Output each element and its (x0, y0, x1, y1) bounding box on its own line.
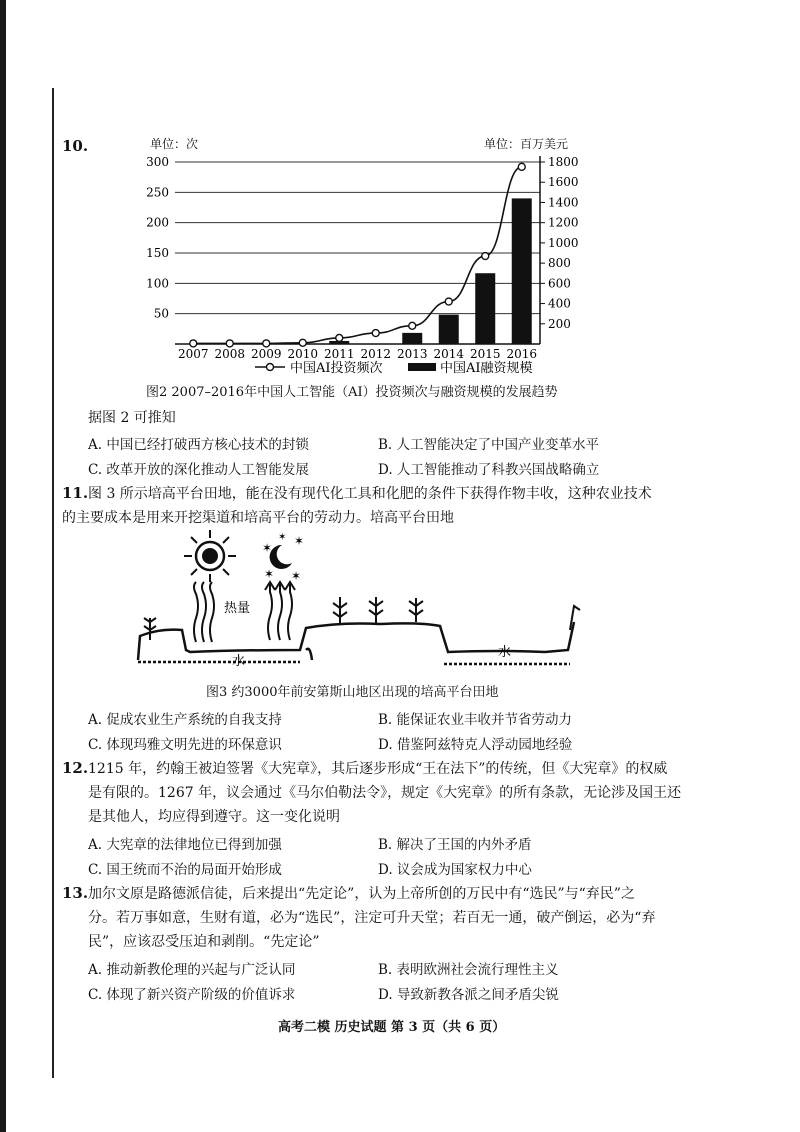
question-12-stem-line-1: 1215 年，约翰王被迫签署《大宪章》，其后逐步形成“王在法下”的传统，但《大宪章》的权威 (88, 761, 668, 777)
y-left-tick-label: 150 (146, 246, 169, 260)
svg-text:✶: ✶ (278, 532, 287, 543)
y-right-tick-label: 800 (548, 256, 571, 271)
y-left-tick-label: 200 (146, 215, 169, 230)
y-left-tick-label: 250 (146, 185, 169, 200)
water-label-right: 水 (498, 645, 512, 660)
y-right-tick-label: 1000 (548, 235, 579, 250)
water-label-left: 水 (232, 654, 246, 669)
question-12-number: 12. (62, 759, 89, 777)
chart-left-unit: 单位：次 (150, 137, 199, 151)
legend-frequency-label: 中国AI投资频次 (290, 361, 383, 376)
y-right-tick-label: 1200 (548, 215, 579, 230)
question-10-option-c[interactable]: C. 改革开放的深化推动人工智能发展 (88, 462, 309, 478)
question-13-option-c[interactable]: C. 体现了新兴资产阶级的价值诉求 (88, 987, 296, 1003)
y-right-tick-label: 400 (548, 296, 571, 311)
x-tick-label: 2013 (396, 347, 428, 361)
heat-label: 热量 (224, 601, 251, 616)
page-footer: 高考二模 历史试题 第 3 页（共 6 页） (278, 1020, 506, 1035)
chart-right-unit: 单位：百万美元 (484, 137, 569, 151)
y-right-tick-label: 200 (548, 316, 571, 331)
figure-2-caption: 图2 2007–2016年中国人工智能（AI）投资频次与融资规模的发展趋势 (146, 385, 558, 400)
question-11-option-d[interactable]: D. 借鉴阿兹特克人浮动园地经验 (378, 737, 573, 753)
x-tick-label: 2009 (250, 347, 282, 361)
question-11-option-a[interactable]: A. 促成农业生产系统的自我支持 (88, 712, 282, 728)
x-tick-label: 2008 (214, 347, 246, 361)
y-left-tick-label: 100 (146, 276, 169, 291)
x-tick-label: 2014 (433, 347, 465, 361)
question-13-option-a[interactable]: A. 推动新教伦理的兴起与广泛认同 (88, 962, 296, 978)
svg-text:✶: ✶ (264, 567, 275, 581)
question-13-number: 13. (62, 884, 89, 902)
y-right-tick-label: 600 (548, 276, 571, 291)
y-left-tick-label: 50 (153, 306, 169, 321)
question-11-number: 11. (62, 484, 89, 502)
question-13-stem-line-1: 加尔文原是路德派信徒，后来提出“先定论”，认为上帝所创的万民中有“选民”与“弃民”之 (88, 886, 635, 902)
question-12-option-a[interactable]: A. 大宪章的法律地位已得到加强 (88, 837, 282, 853)
moon-stars-icon (262, 532, 304, 583)
question-12-option-c[interactable]: C. 国王统而不治的局面开始形成 (88, 862, 282, 878)
question-13-option-b[interactable]: B. 表明欧洲社会流行理性主义 (378, 962, 559, 978)
x-tick-label: 2010 (287, 347, 319, 361)
figure-3-caption: 图3 约3000年前安第斯山地区出现的培高平台田地 (206, 685, 499, 700)
x-tick-label: 2011 (323, 347, 355, 361)
question-11-stem-line-2: 的主要成本是用来开挖渠道和培高平台的劳动力。培高平台田地 (62, 510, 454, 526)
svg-text:✶: ✶ (291, 569, 302, 583)
x-tick-label: 2015 (469, 347, 501, 361)
question-13-stem-line-3: 民”，应该忍受压迫和剥削。“先定论” (88, 934, 320, 950)
question-12-stem-line-2: 是有限的。1267 年，议会通过《马尔伯勒法令》，规定《大宪章》的所有条款，无论涉及国王还 (88, 785, 682, 801)
question-11-option-b[interactable]: B. 能保证农业丰收并节省劳动力 (378, 712, 573, 728)
question-12-stem-line-3: 是其他人，均应得到遵守。这一变化说明 (88, 809, 340, 825)
y-right-tick-label: 1400 (548, 195, 579, 210)
question-10-option-a[interactable]: A. 中国已经打破西方核心技术的封锁 (88, 437, 309, 453)
question-10-stem: 据图 2 可推知 (88, 410, 176, 426)
question-11-stem-line-1: 图 3 所示培高平台田地，能在没有现代化工具和化肥的条件下获得作物丰收，这种农业技术 (88, 486, 652, 502)
x-tick-label: 2007 (177, 347, 209, 361)
question-10-option-d[interactable]: D. 人工智能推动了科教兴国战略确立 (378, 462, 600, 478)
svg-text:✶: ✶ (294, 534, 305, 548)
question-12-option-d[interactable]: D. 议会成为国家权力中心 (378, 862, 532, 878)
question-10-number: 10. (62, 137, 89, 155)
question-13-stem-line-2: 分。若万事如意，生财有道，必为“选民”，注定可升天堂；若百无一通，破产倒运，必为“弃 (88, 910, 656, 926)
question-13-option-d[interactable]: D. 导致新教各派之间矛盾尖锐 (378, 987, 559, 1003)
sun-icon (184, 530, 236, 582)
question-12-option-b[interactable]: B. 解决了王国的内外矛盾 (378, 837, 532, 853)
svg-text:✶: ✶ (262, 541, 273, 555)
x-tick-label: 2016 (506, 347, 538, 361)
x-tick-label: 2012 (360, 347, 392, 361)
legend-funding-label: 中国AI融资规模 (440, 361, 533, 376)
question-11-option-c[interactable]: C. 体现玛雅文明先进的环保意识 (88, 737, 282, 753)
y-right-tick-label: 1600 (548, 175, 579, 190)
question-10-option-b[interactable]: B. 人工智能决定了中国产业变革水平 (378, 437, 600, 453)
y-left-tick-label: 300 (146, 155, 169, 169)
y-right-tick-label: 1800 (548, 155, 579, 169)
